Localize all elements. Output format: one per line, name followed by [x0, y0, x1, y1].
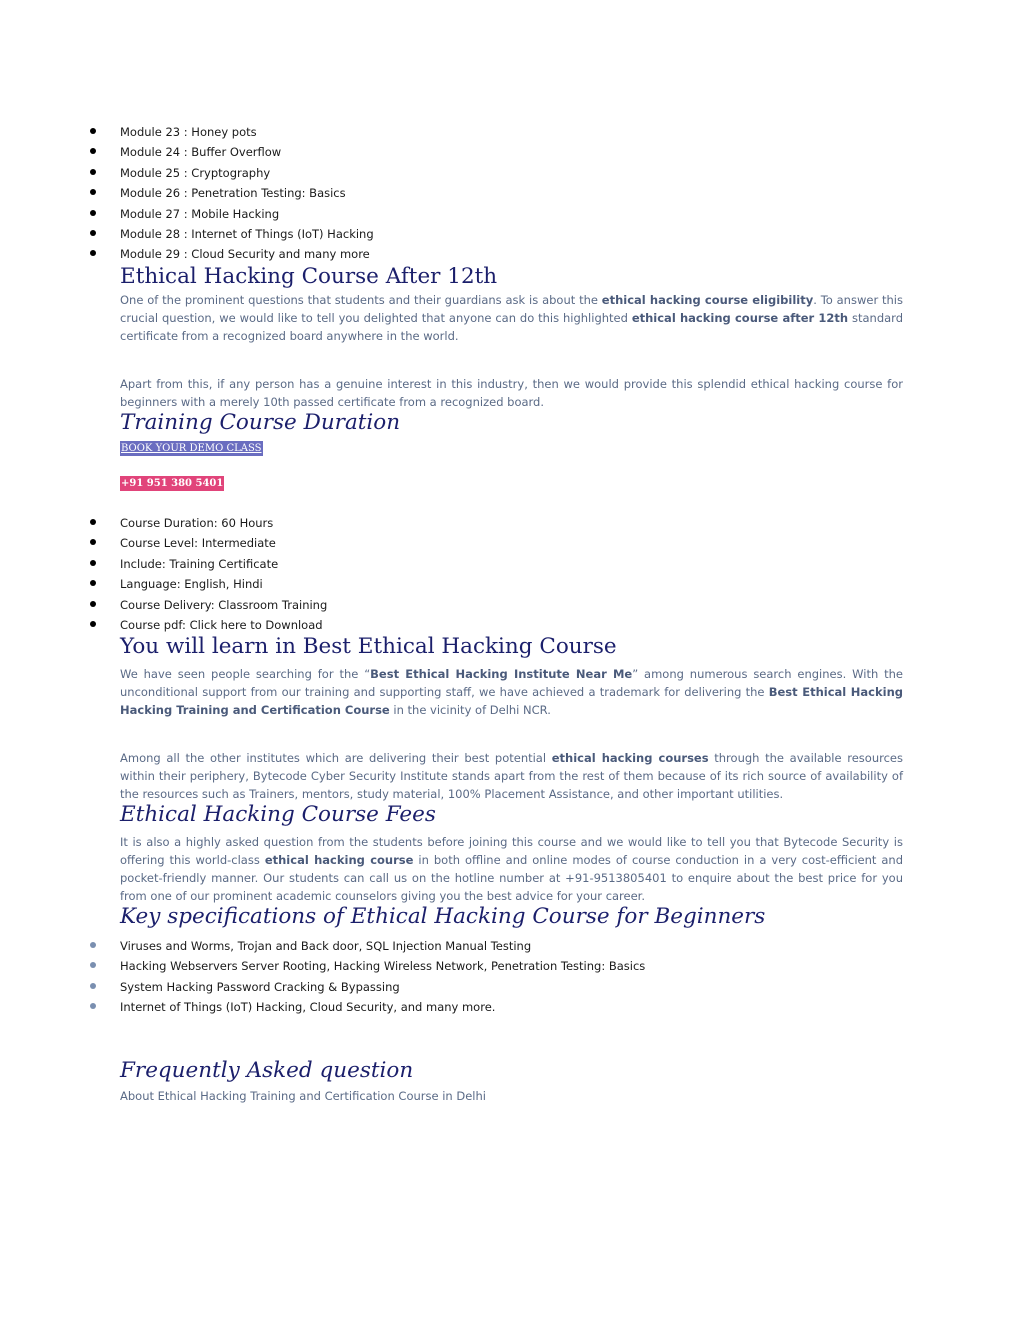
bullet-icon	[90, 189, 96, 195]
after-12th-paragraph-1: One of the prominent questions that students and their guardians ask is about the ethical hacking course eligibility. To answer this crucial question, we would like to tell you delighted that anyone can do this highlighted ethical hacking course after 12th standard certificate from a recognized board anywhere in the world.	[120, 293, 904, 343]
list-item: Module 25 : Cryptography	[88, 163, 908, 183]
after-12th-paragraph-2: Apart from this, if any person has a genuine interest in this industry, then we would provide this splendid ethical hacking course for beginners with a merely 10th passed certificate from a recognized board.	[120, 377, 903, 409]
faq-subtitle: About Ethical Hacking Training and Certification Course in Delhi	[120, 1089, 486, 1103]
list-item: Course Level: Intermediate	[88, 533, 908, 553]
list-item: Module 23 : Honey pots	[88, 122, 908, 142]
bullet-icon	[90, 250, 96, 256]
bullet-icon	[90, 962, 96, 968]
phone-call-button[interactable]: +91 951 380 5401	[121, 478, 224, 489]
specifications-list	[88, 936, 908, 1018]
bullet-icon	[90, 983, 96, 989]
heading-faq: Frequently Asked question	[120, 1058, 414, 1083]
learn-paragraph-1: We have seen people searching for the “Best Ethical Hacking Institute Near Me” among numerous search engines. With the unconditional support from our training and supporting staff, we have achieved a trademark for delivering the Best Ethical Hacking Hacking Training and Certification Course in the vicinity of Delhi NCR.	[120, 667, 903, 717]
book-demo-button[interactable]: BOOK YOUR DEMO CLASS	[121, 443, 262, 454]
module-list	[88, 122, 908, 265]
bullet-icon	[90, 601, 96, 607]
list-item: Module 28 : Internet of Things (IoT) Hacking	[88, 224, 908, 244]
list-item: Viruses and Worms, Trojan and Back door, SQL Injection Manual Testing	[88, 936, 908, 956]
list-item: Module 29 : Cloud Security and many more	[88, 244, 908, 264]
bullet-icon	[90, 230, 96, 236]
list-item: System Hacking Password Cracking & Bypassing	[88, 977, 908, 997]
heading-course-fees: Ethical Hacking Course Fees	[120, 802, 436, 827]
bullet-icon	[90, 539, 96, 545]
list-item-pdf-download[interactable]: Course pdf: Click here to Download	[88, 615, 908, 635]
list-item: Language: English, Hindi	[88, 574, 908, 594]
heading-key-specifications: Key specifications of Ethical Hacking Course for Beginners	[120, 904, 766, 929]
heading-after-12th: Ethical Hacking Course After 12th	[120, 264, 498, 289]
learn-paragraph-2: Among all the other institutes which are delivering their best potential ethical hacking courses through the available resources within their periphery, Bytecode Cyber Security Institute stands apart from the rest of them because of its rich source of availability of the resources such as Trainers, mentors, study material, 100% Placement Assistance, and other important utilities.	[120, 751, 903, 801]
bullet-icon	[90, 1003, 96, 1009]
bullet-icon	[90, 169, 96, 175]
list-item: Internet of Things (IoT) Hacking, Cloud Security, and many more.	[88, 997, 908, 1017]
list-item: Module 24 : Buffer Overflow	[88, 142, 908, 162]
course-details-list	[88, 513, 908, 635]
list-item: Module 27 : Mobile Hacking	[88, 204, 908, 224]
bullet-icon	[90, 942, 96, 948]
bullet-icon	[90, 560, 96, 566]
list-item: Module 26 : Penetration Testing: Basics	[88, 183, 908, 203]
bullet-icon	[90, 621, 96, 627]
heading-you-will-learn: You will learn in Best Ethical Hacking Course	[120, 634, 617, 659]
list-item: Hacking Webservers Server Rooting, Hacking Wireless Network, Penetration Testing: Basics	[88, 956, 908, 976]
bullet-icon	[90, 580, 96, 586]
list-item: Course Delivery: Classroom Training	[88, 595, 908, 615]
bullet-icon	[90, 128, 96, 134]
list-item: Include: Training Certificate	[88, 554, 908, 574]
bullet-icon	[90, 148, 96, 154]
bullet-icon	[90, 210, 96, 216]
fees-paragraph: It is also a highly asked question from the students before joining this course and we would like to tell you that Bytecode Security is offering this world-class ethical hacking course in both offline and online modes of course conduction in a very cost-efficient and pocket-friendly manner. Our students can call us on the hotline number at +91-9513805401 to enquire about the best price for you from one of our prominent academic counselors giving you the best advice for your career.	[120, 835, 904, 903]
list-item: Course Duration: 60 Hours	[88, 513, 908, 533]
bullet-icon	[90, 519, 96, 525]
heading-training-duration: Training Course Duration	[120, 410, 401, 435]
